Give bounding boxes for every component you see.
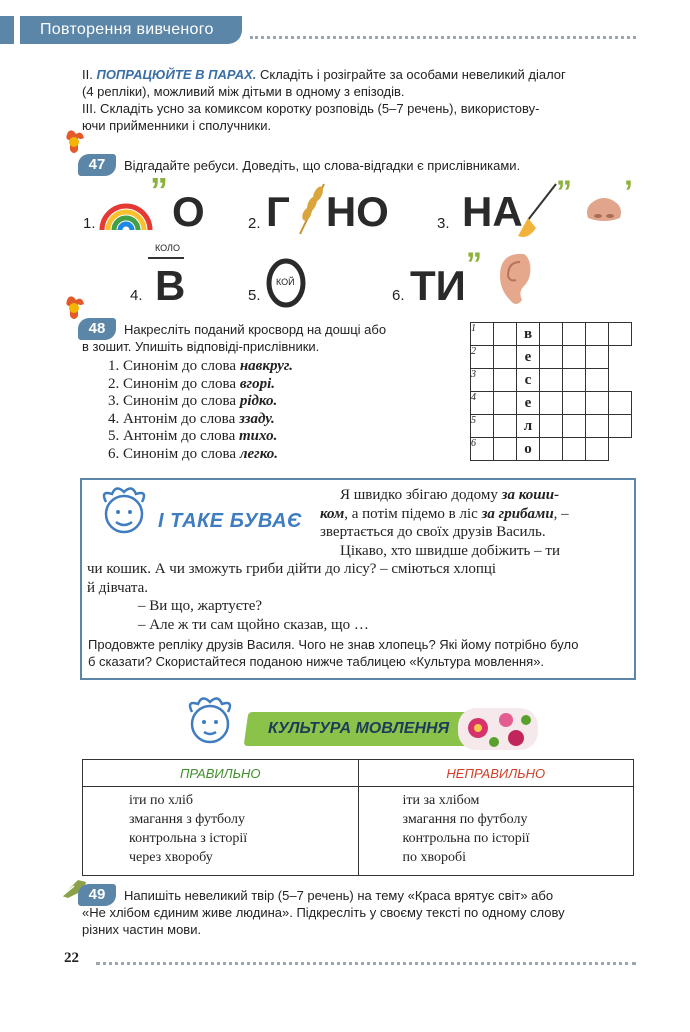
- rebus-6-letters: ТИ: [410, 262, 466, 309]
- rebus-2-number: 2.: [248, 215, 261, 232]
- intro-paragraph: [82, 66, 642, 134]
- rebus-6-comma: ”: [466, 246, 482, 282]
- rebus-4-number: 4.: [130, 287, 143, 304]
- rainbow-icon: [98, 182, 154, 234]
- intro-line2: (4 репліки), можливий між дітьми в одному з епізодів.: [82, 84, 405, 99]
- culture-label: КУЛЬТУРА МОВЛЕННЯ: [268, 720, 450, 737]
- column-right-header: ПРАВИЛЬНО: [83, 760, 359, 787]
- list-item: 3. Синонім до слова рідко.: [108, 393, 278, 409]
- intro-em: ПОПРАЦЮЙТЕ В ПАРАХ.: [96, 67, 257, 82]
- task-48-line2: в зошит. Упишіть відповіді-прислівники.: [82, 339, 320, 354]
- rebus-3-comma-a: ”: [556, 174, 572, 210]
- nose-icon: [582, 194, 626, 224]
- task-47-text: Відгадайте ребуси. Доведіть, що слова-відгадки є прислівниками.: [124, 158, 521, 173]
- rebus-6-number: 6.: [392, 287, 405, 304]
- rebus-3-number: 3.: [437, 215, 450, 232]
- header-dots: [250, 36, 636, 39]
- page-number: 22: [64, 950, 79, 966]
- rebus-4-top-word: КОЛО: [155, 243, 180, 253]
- task-48-list: [108, 358, 293, 463]
- list-item: 1. Синонім до слова навкруг.: [108, 358, 294, 374]
- list-item: 6. Синонім до слова легко.: [108, 445, 279, 462]
- rebus-1-letters: О: [172, 188, 205, 235]
- child-face-icon-2: [178, 692, 240, 750]
- wrong-forms-cell: іти за хлібом змагання по футболу контрольна по історії по хворобі: [358, 787, 634, 876]
- wheat-icon: [294, 180, 330, 236]
- task-48-number: 48: [78, 318, 116, 340]
- rebus-3-letters: НА: [462, 188, 523, 235]
- ear-icon: [494, 250, 534, 310]
- intro-rest: Складіть і розіграйте за особами невеликий діалог: [256, 67, 566, 82]
- comic-text: Я швидко збігаю додому за коши- ком, а потім підемо в ліс за грибами, – звертається до своїх друзів Василь. Цікаво, хто швидше добіжить – ти чи кошик. А чи зможуть гриби дійти до лісу? – сміються хлопці й дівчата. – Ви що, жартуєте? – Але ж ти сам щойно сказав, що …: [87, 487, 569, 633]
- rebus-4-line: [148, 257, 184, 259]
- intro-line4: ючи прийменники і сполучники.: [82, 118, 272, 133]
- culture-table: [82, 759, 634, 876]
- task-49-line2: «Не хлібом єдиним живе людина». Підкресліть у своєму тексті по одному слову: [82, 905, 565, 920]
- section-header: Повторення вивченого: [20, 16, 242, 44]
- rebus-5-number: 5.: [248, 287, 261, 304]
- list-item: 5. Антонім до слова тихо.: [108, 428, 278, 444]
- header-left-block: [0, 16, 14, 44]
- task-49-number: 49: [78, 884, 116, 906]
- list-item: 2. Синонім до слова вгорі.: [108, 375, 275, 392]
- list-item: 4. Антонім до слова ззаду.: [108, 410, 275, 427]
- bird-icon: [62, 128, 88, 158]
- task-47-number: 47: [78, 154, 116, 176]
- intro-line3: III. Складіть усно за комиксом коротку розповідь (5–7 речень), використову-: [82, 101, 540, 116]
- rebus-1-number: 1.: [83, 215, 96, 232]
- task-48-line1: Накресліть поданий кросворд на дошці або: [124, 322, 387, 337]
- rebus-3-comma-b: ’: [624, 174, 633, 210]
- brush-icon: [510, 180, 560, 240]
- comic-task: Продовжте репліку друзів Василя. Чого не знав хлопець? Які йому потрібно було б сказати? Скористайтеся поданою нижче таблицею «Культура мовлення».: [88, 637, 579, 669]
- comic-label: І ТАКЕ БУВАЄ: [158, 510, 302, 532]
- rebus-1-comma: ”: [150, 170, 168, 211]
- column-wrong-header: НЕПРАВИЛЬНО: [358, 760, 634, 787]
- rebus-2-letters: Г НО: [266, 188, 389, 235]
- rebus-4-letters: В: [155, 262, 186, 309]
- task-49-line1: Напишіть невеликий твір (5–7 речень) на тему «Краса врятує світ» або: [124, 888, 554, 903]
- task-49-line3: різних частин мови.: [82, 922, 202, 937]
- rebus-5-inner-word: КОЙ: [276, 277, 295, 287]
- footer-dots: [96, 962, 636, 965]
- right-forms-cell: іти по хліб змагання з футболу контрольна з історії через хворобу: [83, 787, 359, 876]
- flower-ornament: [456, 706, 540, 752]
- crossword-grid: 1 в 2 е 3 с 4 е 5 л 6 о: [470, 322, 655, 461]
- intro-label: II.: [82, 67, 93, 82]
